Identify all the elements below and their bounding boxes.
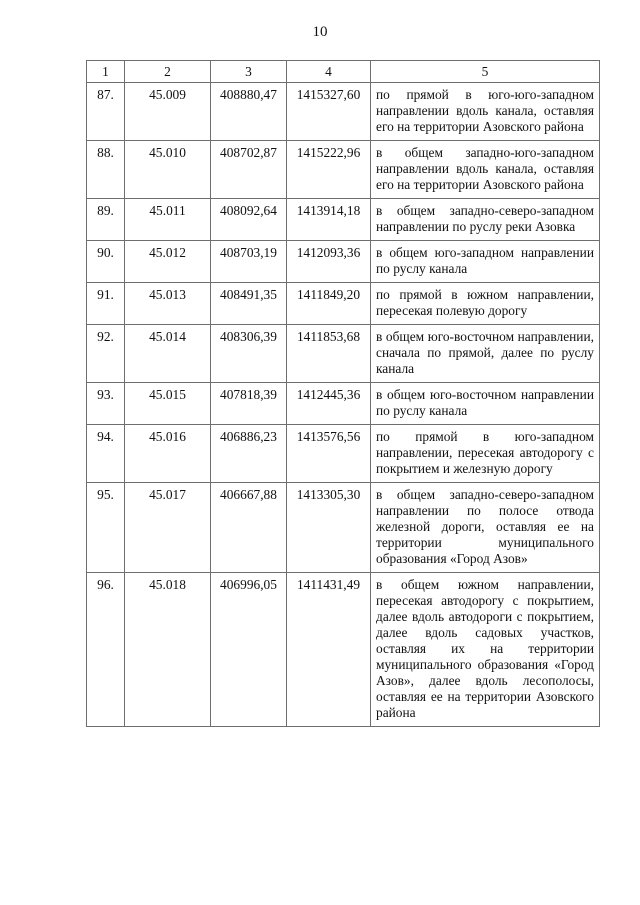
table-row: [87, 383, 600, 425]
row-number: 88.: [87, 141, 125, 199]
column-header-1: 1: [87, 61, 125, 83]
coordinate-y: 1411849,20: [287, 283, 371, 325]
table-row: [87, 325, 600, 383]
point-code: 45.018: [125, 573, 211, 727]
row-number: 94.: [87, 425, 125, 483]
table-row: [87, 483, 600, 573]
column-header-4: 4: [287, 61, 371, 83]
coordinate-x: 406886,23: [211, 425, 287, 483]
coordinate-x: 406996,05: [211, 573, 287, 727]
coordinate-y: 1413576,56: [287, 425, 371, 483]
table-header-row: [87, 61, 600, 83]
coordinate-y: 1411431,49: [287, 573, 371, 727]
table-row: [87, 573, 600, 727]
point-code: 45.015: [125, 383, 211, 425]
coordinate-x: 408703,19: [211, 241, 287, 283]
coordinate-x: 408092,64: [211, 199, 287, 241]
route-description: по прямой в юго-западном направлении, пересекая автодорогу с покрытием и железную дорогу: [371, 425, 600, 483]
coordinate-x: 406667,88: [211, 483, 287, 573]
boundary-points-table: [86, 60, 600, 727]
route-description: в общем западно-северо-западном направлении по руслу реки Азовка: [371, 199, 600, 241]
coordinate-y: 1411853,68: [287, 325, 371, 383]
row-number: 91.: [87, 283, 125, 325]
column-header-2: 2: [125, 61, 211, 83]
point-code: 45.016: [125, 425, 211, 483]
route-description: в общем юго-западном направлении по руслу канала: [371, 241, 600, 283]
point-code: 45.010: [125, 141, 211, 199]
coordinate-y: 1412445,36: [287, 383, 371, 425]
coordinate-y: 1412093,36: [287, 241, 371, 283]
row-number: 89.: [87, 199, 125, 241]
row-number: 87.: [87, 83, 125, 141]
page-number: 10: [312, 24, 328, 40]
table-row: [87, 283, 600, 325]
coordinate-y: 1415327,60: [287, 83, 371, 141]
table-row: [87, 141, 600, 199]
table-row: [87, 199, 600, 241]
row-number: 96.: [87, 573, 125, 727]
coordinate-y: 1413305,30: [287, 483, 371, 573]
column-header-3: 3: [211, 61, 287, 83]
route-description: в общем западно-северо-западном направлении по полосе отвода железной дороги, оставляя ее на территории муниципального образования «Город Азов»: [371, 483, 600, 573]
coordinate-x: 408880,47: [211, 83, 287, 141]
coordinate-x: 407818,39: [211, 383, 287, 425]
point-code: 45.012: [125, 241, 211, 283]
point-code: 45.011: [125, 199, 211, 241]
coordinate-y: 1415222,96: [287, 141, 371, 199]
row-number: 95.: [87, 483, 125, 573]
route-description: в общем юго-восточном направлении по руслу канала: [371, 383, 600, 425]
point-code: 45.017: [125, 483, 211, 573]
coordinate-x: 408306,39: [211, 325, 287, 383]
row-number: 92.: [87, 325, 125, 383]
table-row: [87, 241, 600, 283]
row-number: 90.: [87, 241, 125, 283]
point-code: 45.013: [125, 283, 211, 325]
column-header-5: 5: [371, 61, 600, 83]
route-description: по прямой в юго-юго-западном направлении вдоль канала, оставляя его на территории Азовского района: [371, 83, 600, 141]
route-description: в общем юго-восточном направлении, сначала по прямой, далее по руслу канала: [371, 325, 600, 383]
route-description: в общем южном направлении, пересекая автодорогу с покрытием, далее вдоль автодороги с покрытием, далее вдоль садовых участков, оставляя их на территории муниципального образования «Город Азов», далее вдоль лесополосы, оставляя ее на территории Азовского района: [371, 573, 600, 727]
coordinate-x: 408491,35: [211, 283, 287, 325]
table-row: [87, 83, 600, 141]
coordinate-y: 1413914,18: [287, 199, 371, 241]
point-code: 45.009: [125, 83, 211, 141]
point-code: 45.014: [125, 325, 211, 383]
route-description: по прямой в южном направлении, пересекая полевую дорогу: [371, 283, 600, 325]
coordinate-x: 408702,87: [211, 141, 287, 199]
row-number: 93.: [87, 383, 125, 425]
table-row: [87, 425, 600, 483]
route-description: в общем западно-юго-западном направлении вдоль канала, оставляя его на территории Азовского района: [371, 141, 600, 199]
